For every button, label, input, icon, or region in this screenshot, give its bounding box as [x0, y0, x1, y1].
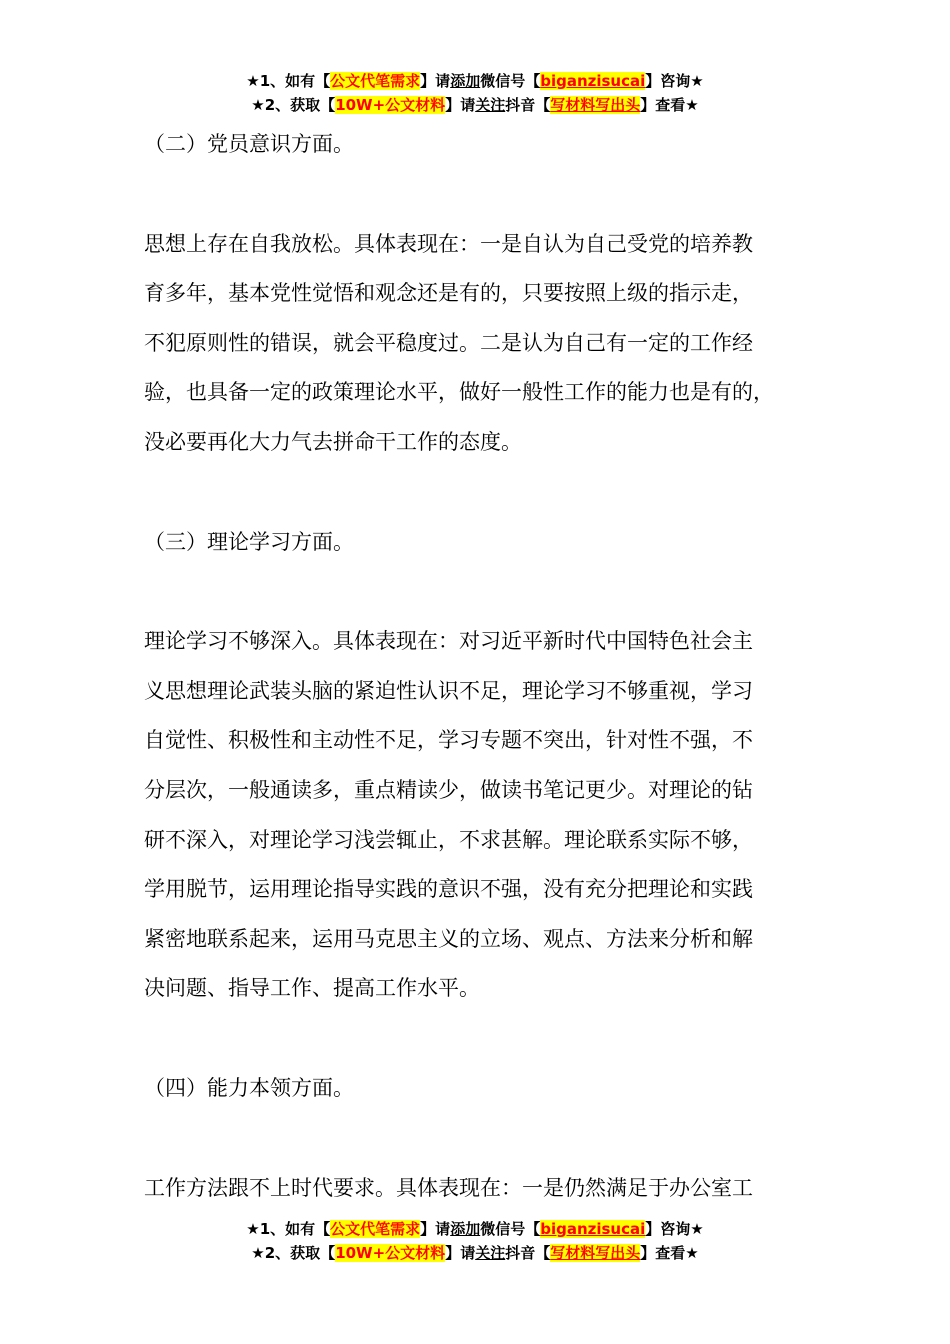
promo-line-1 [0, 69, 950, 93]
text-line: 自觉性、积极性和主动性不足，学习专题不突出，针对性不强，不 [144, 728, 753, 753]
section-heading-capability: （四）能力本领方面。 [144, 1075, 354, 1100]
text-line: 育多年，基本党性觉悟和观念还是有的，只要按照上级的指示走， [144, 281, 753, 306]
promo-text: ★1、如有【 [246, 1220, 331, 1238]
promo-underline: 添加 [450, 72, 481, 90]
text-line: 研不深入，对理论学习浅尝辄止，不求甚解。理论联系实际不够， [144, 827, 753, 852]
text-line: 验，也具备一定的政策理论水平，做好一般性工作的能力也是有的， [144, 380, 774, 405]
text-line: 紧密地联系起来，运用马克思主义的立场、观点、方法来分析和解 [144, 926, 753, 951]
text-line: 工作方法跟不上时代要求。具体表现在：一是仍然满足于办公室工 [144, 1175, 753, 1200]
paragraph-gap [144, 1014, 834, 1064]
wechat-id: biganzisucai [540, 1220, 646, 1238]
wechat-id: biganzisucai [540, 72, 646, 90]
section-heading-theory-study: （三）理论学习方面。 [144, 529, 354, 554]
promo-text: ★2、获取【 [251, 96, 336, 114]
text-line: 学用脱节，运用理论指导实践的意识不强，没有充分把理论和实践 [144, 877, 753, 902]
promo-underline: 添加 [450, 1220, 481, 1238]
paragraph-gap [144, 468, 834, 518]
promo-text: ★2、获取【 [251, 1244, 336, 1262]
document-body [144, 120, 834, 1213]
promo-line-2 [0, 1241, 950, 1265]
promo-text: 抖音【 [505, 96, 551, 114]
douyin-account: 写材料写出头 [550, 1244, 641, 1262]
promo-text: 微信号【 [480, 72, 541, 90]
promo-text: 】咨询★ [645, 72, 704, 90]
text-line: 理论学习不够深入。具体表现在：对习近平新时代中国特色社会主 [144, 629, 753, 654]
promo-highlight: 10W+公文材料 [335, 96, 446, 114]
promo-text: 】查看★ [640, 1244, 699, 1262]
footer-promo-banner [0, 1217, 950, 1265]
promo-line-1 [0, 1217, 950, 1241]
text-line: 决问题、指导工作、提高工作水平。 [144, 976, 480, 1001]
paragraph-gap [144, 170, 834, 220]
promo-highlight: 10W+公文材料 [335, 1244, 446, 1262]
header-promo-banner [0, 69, 950, 117]
promo-highlight: 公文代笔需求 [330, 1220, 421, 1238]
text-line: 没必要再化大力气去拼命干工作的态度。 [144, 429, 522, 454]
paragraph-gap [144, 1114, 834, 1164]
promo-underline: 关注 [475, 96, 506, 114]
promo-text: 微信号【 [480, 1220, 541, 1238]
paragraph-theory-study [144, 617, 834, 1014]
douyin-account: 写材料写出头 [550, 96, 641, 114]
promo-text: 抖音【 [505, 1244, 551, 1262]
promo-text: 】请 [445, 1244, 476, 1262]
promo-text: 】请 [420, 1220, 451, 1238]
promo-text: ★1、如有【 [246, 72, 331, 90]
paragraph-capability [144, 1164, 834, 1214]
text-line: 分层次，一般通读多，重点精读少，做读书笔记更少。对理论的钻 [144, 777, 753, 802]
text-line: 不犯原则性的错误，就会平稳度过。二是认为自己有一定的工作经 [144, 330, 753, 355]
promo-text: 】咨询★ [645, 1220, 704, 1238]
promo-text: 】查看★ [640, 96, 699, 114]
text-line: 思想上存在自我放松。具体表现在：一是自认为自己受党的培养教 [144, 231, 753, 256]
promo-text: 】请 [445, 96, 476, 114]
paragraph-gap [144, 567, 834, 617]
promo-highlight: 公文代笔需求 [330, 72, 421, 90]
promo-underline: 关注 [475, 1244, 506, 1262]
promo-text: 】请 [420, 72, 451, 90]
promo-line-2 [0, 93, 950, 117]
paragraph-party-awareness [144, 220, 834, 468]
text-line: 义思想理论武装头脑的紧迫性认识不足，理论学习不够重视，学习 [144, 678, 753, 703]
section-heading-party-awareness: （二）党员意识方面。 [144, 132, 354, 156]
